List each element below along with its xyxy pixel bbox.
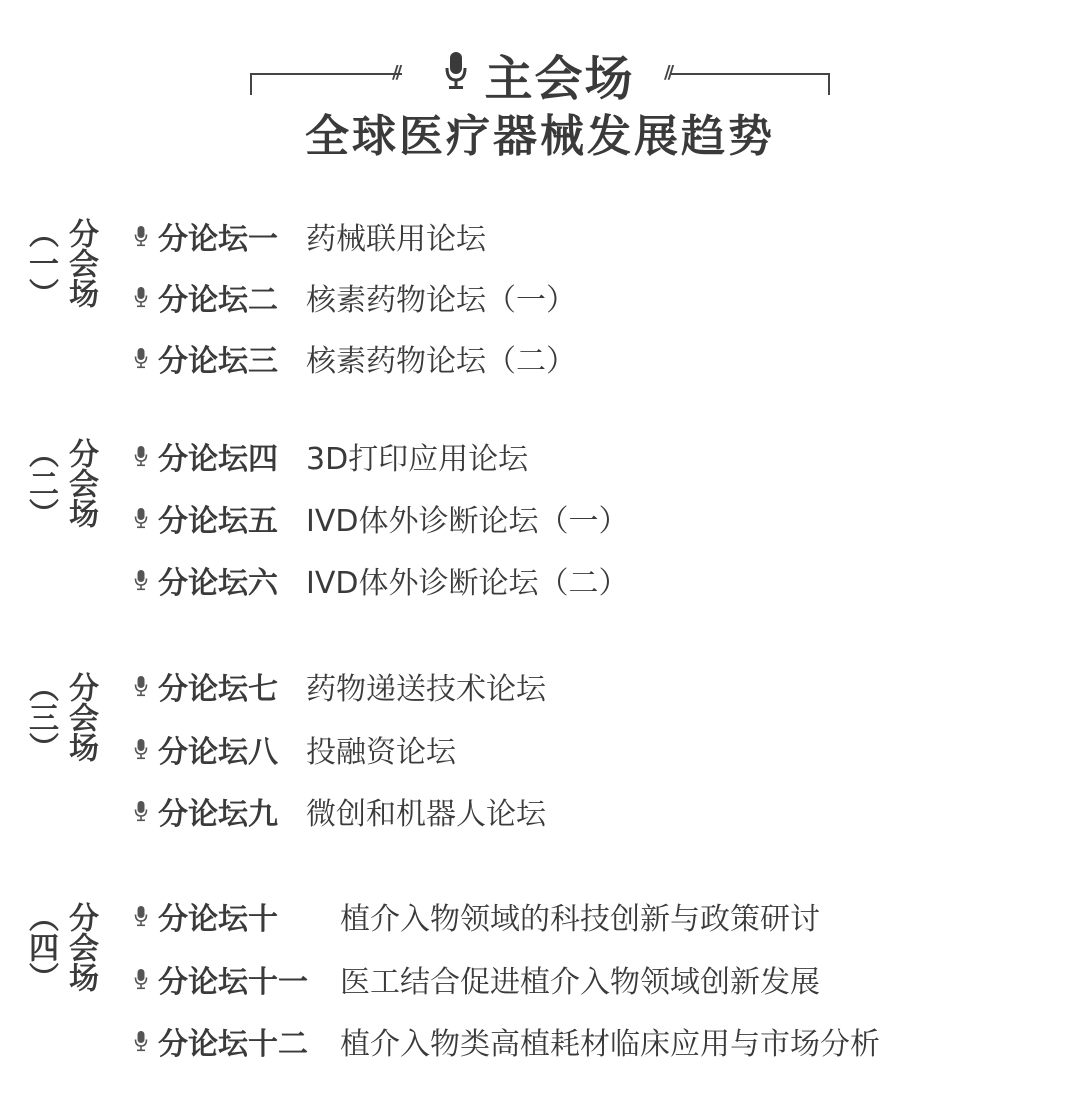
- main-venue-theme: 全球医疗器械发展趋势: [305, 111, 775, 162]
- forum-name: 微创和机器人论坛: [306, 797, 546, 832]
- microphone-icon: [134, 675, 148, 697]
- forum-label: 分论坛十一: [158, 965, 308, 1000]
- main-venue-title: 主会场: [484, 51, 635, 107]
- forum-label: 分论坛八: [158, 735, 278, 770]
- forum-row: [134, 216, 486, 257]
- forum-name: 植介入物类高植耗材临床应用与市场分析: [340, 1027, 880, 1062]
- microphone-icon: [134, 738, 148, 760]
- forum-label: 分论坛一: [158, 222, 278, 257]
- forum-name: 药物递送技术论坛: [306, 672, 546, 707]
- forum-name: IVD体外诊断论坛（二）: [306, 566, 629, 601]
- forum-row: [134, 1021, 880, 1062]
- forum-name: 核素药物论坛（一）: [306, 283, 576, 318]
- forum-name: IVD体外诊断论坛（一）: [306, 504, 629, 539]
- microphone-icon: [134, 800, 148, 822]
- forum-label: 分论坛十二: [158, 1027, 308, 1062]
- forum-row: [134, 436, 529, 477]
- microphone-icon: [134, 507, 148, 529]
- forum-row: [134, 729, 456, 770]
- forum-row: [134, 560, 629, 601]
- forum-label: 分论坛六: [158, 566, 278, 601]
- forum-row: [134, 791, 546, 832]
- forum-name: 核素药物论坛（二）: [306, 344, 576, 379]
- microphone-icon: [134, 286, 148, 308]
- forum-label: 分论坛二: [158, 283, 278, 318]
- microphone-icon: [134, 1030, 148, 1052]
- forum-label: 分论坛十: [158, 902, 278, 937]
- forum-name: 植介入物领域的科技创新与政策研讨: [340, 902, 820, 937]
- forum-row: [134, 338, 576, 379]
- venue-label: 分会场（一）: [23, 218, 98, 308]
- forum-row: [134, 666, 546, 707]
- forum-name: 3D打印应用论坛: [306, 442, 529, 477]
- microphone-icon: [134, 225, 148, 247]
- header-slash-right: //: [664, 62, 672, 83]
- forum-name: 药械联用论坛: [306, 222, 486, 257]
- microphone-icon: [134, 445, 148, 467]
- forum-label: 分论坛五: [158, 504, 278, 539]
- microphone-icon: [134, 569, 148, 591]
- forum-label: 分论坛七: [158, 672, 278, 707]
- venue-label: 分会场（四）: [23, 902, 98, 992]
- microphone-icon: [134, 905, 148, 927]
- forum-row: [134, 959, 820, 1000]
- forum-row: [134, 277, 576, 318]
- venue-label: 分会场（二）: [23, 438, 98, 528]
- microphone-icon: [134, 968, 148, 990]
- microphone-icon: [445, 51, 467, 91]
- forum-row: [134, 896, 820, 937]
- forum-label: 分论坛九: [158, 797, 278, 832]
- microphone-icon: [134, 347, 148, 369]
- header-slash-left: //: [392, 62, 400, 83]
- forum-label: 分论坛四: [158, 442, 278, 477]
- main-venue-heading: [0, 40, 1080, 109]
- forum-name: 医工结合促进植介入物领域创新发展: [340, 965, 820, 1000]
- forum-name: 投融资论坛: [306, 735, 456, 770]
- venue-label: 分会场（三）: [23, 672, 98, 762]
- forum-label: 分论坛三: [158, 344, 278, 379]
- forum-row: [134, 498, 629, 539]
